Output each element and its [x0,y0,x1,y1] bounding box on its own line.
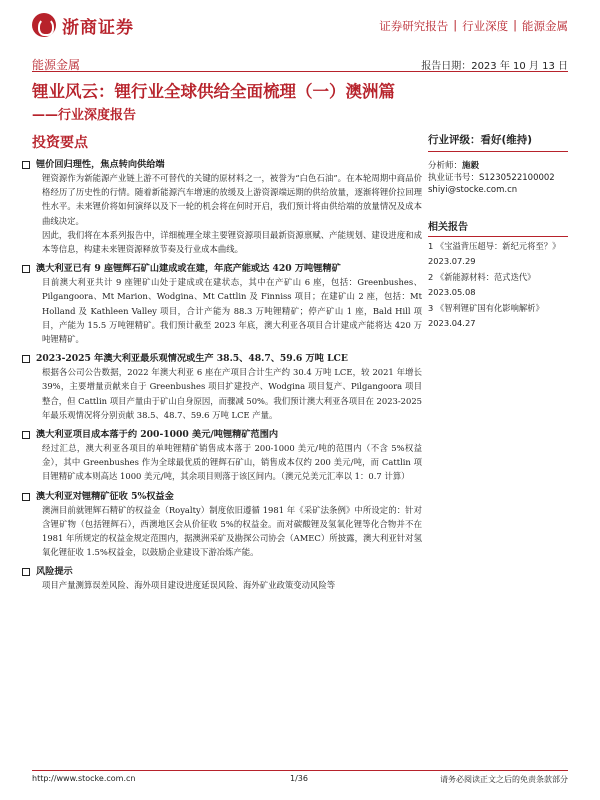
footer-disclaimer: 请务必阅读正文之后的免责条款部分 [440,775,568,784]
bullet-heading: 澳大利亚已有 9 座锂辉石矿山建成或在建，年底产能或达 420 万吨锂精矿 [36,263,341,275]
checkbox-bullet-icon [22,431,30,439]
paragraph: 根据各公司公告数据，2022 年澳大利亚 6 座在产项目合计生产约 30.4 万吨 LCE，较 2021 年增长 39%，主要增量贡献来自于 Greenbushes 项目扩建投产、Wodgina 项目复产、Pilgangoora 项目整合，但 Cattlin 项目产量由于矿山自身原因，而骤减 50%。我们预计澳大利亚各项目在 2023-2025 年最乐观情况将分别贡献 38.5、48.7、59.6 万吨 LCE 产量。 [42,367,422,420]
paragraph: 项目产量测算误差风险、海外项目建设进度延误风险、海外矿业政策变动风险等 [42,580,336,591]
related-report-link[interactable]: 2 《新能源材料：范式迭代》 2023.05.08 [428,272,536,297]
analyst-info [428,160,568,196]
bullet-heading: 澳大利亚对锂精矿征收 5%权益金 [36,490,174,502]
company-logo [32,10,142,40]
bullet-heading: 风险提示 [36,566,73,578]
checkbox-bullet-icon [22,493,30,501]
bullet-heading: 澳大利亚项目成本落于约 200-1000 美元/吨锂精矿范围内 [36,429,279,441]
checkbox-bullet-icon [22,161,30,169]
checkbox-bullet-icon [22,355,30,363]
bullet-block [36,565,422,578]
paragraph: 澳洲目前就锂辉石精矿的权益金（Royalty）制度依旧遵循 1981 年《采矿法条例》中所设定的：针对含锂矿物（包括锂辉石），西澳地区会从价征收 5%的权益金。而对碳酸锂及氢氧化锂等化合物并不在 1981 年所规定的权益金规定范围内，据澳洲采矿及勘探公司协会（AMEC）所披露，澳大利亚针对氢氧化锂征收 1.5%权益金，以鼓励企业建设下游冶炼产能。 [42,504,422,558]
bullet-heading: 锂价回归理性，焦点转向供给端 [36,159,165,170]
logo-text: 浙商证券 [62,17,134,38]
sector-label: 能源金属 [32,58,81,72]
section-title: 投资要点 [32,135,88,151]
analyst-email[interactable]: shiyi@stocke.com.cn [428,185,518,195]
main-content [32,132,422,593]
bullet-block [36,158,422,171]
analyst-name: 施毅 [462,161,480,171]
checkbox-bullet-icon [22,568,30,576]
nav-separator: | [513,18,517,32]
nav-separator: | [453,18,458,32]
top-category-nav [379,18,568,34]
industry-rating: 行业评级：看好(维持) [428,132,568,152]
paragraph: 因此，我们将在本系列报告中，详细梳理全球主要锂资源项目最新资源禀赋、产能规划、建设进度和成本等信息，构建未来锂资源释放节奏及行业成本曲线。 [42,229,422,255]
related-reports-title: 相关报告 [428,218,568,237]
bullet-heading: 2023-2025 年澳大利亚最乐观情况或生产 38.5、48.7、59.6 万吨 LCE [36,353,348,365]
report-subtitle: ——行业深度报告 [32,108,137,123]
related-report-link[interactable]: 1 《宝溢背压超导：新纪元将至？》 2023.07.29 [428,241,561,266]
bullet-block [36,490,422,503]
footer-divider [32,770,568,771]
footer-url[interactable]: http://www.stocke.com.cn [32,774,136,783]
report-title: 锂业风云：锂行业全球供给全面梳理（一）澳洲篇 [32,82,395,101]
nav-report-type: 证券研究报告 [379,19,449,33]
nav-sector: 能源金属 [522,19,568,33]
page-number: 1/36 [290,774,308,783]
paragraph: 目前澳大利亚共计 9 座锂矿山处于建成或在建状态，其中在产矿山 6 座，包括：Greenbushes、Pilgangoora、Mt Marion、Wodgina、Mt Cattlin 及 Finniss 项目；在建矿山 2 座，包括：Mt Holland 及 Kathleen Valley 项目，合计产能为 88.3 万吨锂精矿；停产矿山 1 座，Bald Hill 项目，产能为 15.5 万吨锂精矿。我们预计截至 2023 年底，澳大利亚各项目合计建成产能将达 420 万吨锂精矿。 [42,277,422,345]
bullet-block [36,428,422,441]
report-date: 报告日期：2023 年 10 月 13 日 [421,61,568,72]
sidebar [428,132,568,330]
analyst-cert: 执业证书号：S1230522100002 [428,173,555,183]
nav-report-depth: 行业深度 [462,19,509,33]
header-divider [32,71,568,72]
checkbox-bullet-icon [22,265,30,273]
paragraph: 经过汇总，澳大利亚各项目的单吨锂精矿销售成本落于 200-1000 美元/吨的范围内（不含 5%权益金），其中 Greenbushes 作为全球最优质的锂辉石矿山，销售成本仅约 200 美元/吨，而 Cattlin 项目锂精矿成本则高达 1000 美元/吨，其余项目则落于该区间内。（澳元兑美元汇率以 1：0.7 计算） [42,443,422,482]
analyst-label: 分析师： [428,161,463,171]
bullet-block [36,352,422,365]
bullet-block [36,262,422,275]
related-report-link[interactable]: 3 《智利锂矿国有化影响解析》 2023.04.27 [428,303,544,328]
paragraph: 锂资源作为新能源产业链上游不可替代的关键的原材料之一，被誉为“白色石油”。在本轮周期中商品价格经历了历史性的行情。随着新能源汽车增速的放缓及上游资源端远期的供给放量，逐渐将锂价拉回理性水平。未来锂价将如何演绎以及下一轮的机会将在何时开启，我们预计将由供给端的放量情况及成本曲线决定。 [42,173,422,226]
logo-icon [32,13,56,37]
